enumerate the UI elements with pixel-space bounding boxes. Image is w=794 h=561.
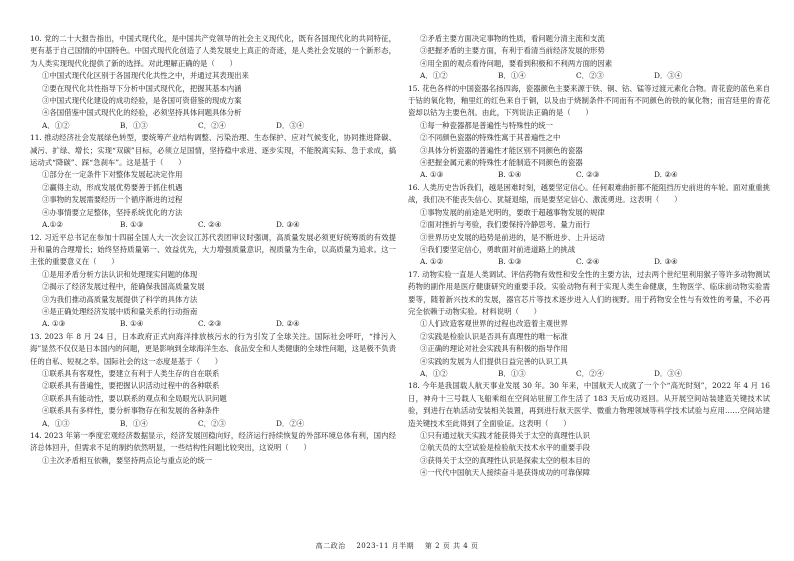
- question-stem: 15. 花色各样的中国瓷器名扬四海，瓷器颜色主要来源于铁、铜、钴、锰等过渡元素化合物。青花瓷的蓝色来自于钴的氧化物，釉里红的红色来自于铜，以及由于烧制条件不同而有不同颜色的铁的氧化物；而宫廷里的青花瓷却以钴为主要色剂。由此，下列说法正确的是（ ）: [408, 83, 770, 118]
- statement-option: ③获得关于太空的真理性认识是探索太空的根本目的: [420, 455, 590, 465]
- answer-choice[interactable]: A. ①③: [420, 170, 444, 180]
- question-stem: 18. 今年是我国载人航天事业发展 30 年。30 年来，中国航天人成就了一个个“高光时刻”，2022 年 4 月 16 日，神舟十三号载人飞船乘组在空间站驻留工作生活了 183 天后成功返回。从开展空间站装建造关键技术试验，到进行在轨活动安装相关装置，再到进行航天医学、微重力物理领域等科学技术试验与应用……空间站建造关键技术至此得到了全面验证。这表明（ ）: [408, 381, 770, 428]
- answer-choices: [408, 70, 770, 82]
- statement-option: ④用全面的观点看待问题，要看到积极和不利两方面的因素: [420, 58, 613, 68]
- statement-option: ②揭示了经济发展过程中，能确保我国高质量发展: [42, 282, 205, 292]
- statement-option: ②赢得主动，形成发展优势要善于抓住机遇: [42, 182, 183, 192]
- answer-choices: [408, 368, 770, 380]
- statement-option: ③把握矛盾的主要方面，有利于看清当前经济发展的形势: [420, 46, 605, 56]
- statement-option: ②联系具有普遍性，要把握认识活动过程中的各种联系: [42, 381, 220, 391]
- statement-option: ②实践是检验认识是否具有真理性的唯一标准: [420, 331, 568, 341]
- answer-choice[interactable]: D. ③④: [276, 220, 300, 230]
- answer-choices: [30, 120, 396, 132]
- answer-choice[interactable]: B. ①④: [498, 170, 522, 180]
- answer-choices: [30, 418, 396, 430]
- question-stem: 13. 2023 年 8 月 24 日，日本政府正式向海洋排放核污水的行为引发了全球关注。国际社会呼吁，“排污入海”显然不仅仅是日本国内的问题，更是影响到全球海洋生态、食品安全和人类健康的全球性问题，这是极不负责任的自私、短视之举。国际社会的这一态度是基于（ ）: [30, 331, 396, 366]
- statement-option: ④一代代中国航天人接续奋斗是获得成功的可靠保障: [420, 468, 590, 478]
- answer-choice[interactable]: C．②④: [576, 368, 604, 378]
- statement-option: ①每一种瓷器都是普遍性与特殊性的统一: [420, 120, 554, 130]
- answer-choice[interactable]: C. ②③: [576, 170, 600, 180]
- statement-option: ②矛盾主要方面决定事物的性质，看问题分清主流和支流: [420, 34, 605, 43]
- question-stem: 12. 习近平总书记在参加十四届全国人大一次会议江苏代表团审议时强调，高质量发展必须更好统筹质的有效提升和量的合理增长；始终坚持质量第一、效益优先，大力增强质量意识，视质量为生命，以高质量为追求。这一主张的重要意义在（ ）: [30, 232, 396, 267]
- statement-option: ①人们改造客观世界的过程也改造着主观世界: [420, 319, 568, 329]
- answer-choice[interactable]: A．①③: [42, 418, 70, 428]
- question: [30, 331, 396, 430]
- statement-option: ②航天员的太空试验是检验航天技术水平的重要手段: [420, 443, 590, 453]
- answer-choice[interactable]: A. ①③: [42, 319, 66, 329]
- statement-option: ③为我们推动高质量发展提供了科学的具体方法: [42, 294, 198, 304]
- question-stem: 16. 人类历史告诉我们，越是困难时刻，越要坚定信心。任何艰难曲折都不能阻挡历史前进的车轮。面对重重挑战，我们决不能丧失信心、犹疑退缩，而是要坚定信心、激流勇进。这表明（ ）: [408, 182, 770, 205]
- statement-option: ④办事情要立足整体，坚持系统优化的方法: [42, 207, 183, 217]
- left-column: [30, 33, 396, 467]
- answer-choice[interactable]: B．①④: [498, 71, 526, 81]
- answer-choice[interactable]: C．②④: [198, 120, 226, 130]
- statement-option: ③中国式现代化建设的成功经验，是各国可资借鉴的现成方案: [42, 96, 242, 106]
- question: [30, 430, 396, 467]
- statement-option: ④是正确处理经济发展中质和量关系的行动指南: [42, 306, 198, 316]
- answer-choice[interactable]: A.①②: [42, 220, 63, 230]
- question-stem: 10. 党的二十大报告指出，中国式现代化，是中国共产党领导的社会主义现代化，既有各国现代化的共同特征，更有基于自己国情的中国特色。中国式现代化创造了人类发展史上真正的奇迹，是人类社会发展的一个新形态，为人类实现现代化提供了新的选择。对此理解正确的是（ ）: [30, 34, 396, 68]
- statement-option: ③正确的理论对社会实践具有积极的指导作用: [420, 344, 568, 354]
- question: [408, 182, 770, 269]
- answer-choice[interactable]: D．③④: [654, 368, 683, 378]
- answer-choice[interactable]: C．②③: [576, 71, 604, 81]
- answer-choice[interactable]: D. ②④: [654, 170, 678, 180]
- question: [30, 33, 396, 132]
- answer-choice[interactable]: D. ③④: [654, 257, 678, 267]
- answer-choice[interactable]: B. ①③: [498, 257, 522, 267]
- answer-choice[interactable]: A．①②: [420, 71, 448, 81]
- answer-choice[interactable]: D．③④: [654, 71, 683, 81]
- answer-choice[interactable]: A．①②: [42, 120, 70, 130]
- answer-choice[interactable]: D．③④: [276, 120, 305, 130]
- footer-subject: 高二政治: [315, 542, 346, 550]
- statement-option: ④各国借鉴中国式现代化的经验，必须坚持具体问题具体分析: [42, 108, 242, 118]
- question: [30, 232, 396, 331]
- statement-option: ①部分在一定条件下对整体发展起决定作用: [42, 170, 183, 180]
- answer-choice[interactable]: C. ②③: [198, 319, 222, 329]
- question: [408, 33, 770, 83]
- statement-option: ①主次矛盾相互依赖，要坚持两点论与重点论的统一: [42, 455, 212, 465]
- footer-term: 2023-11 月半期: [356, 542, 415, 550]
- statement-option: ④我们要坚定信心，勇敢面对前进道路上的挑战: [420, 244, 576, 254]
- statement-option: ①中国式现代化区别于各国现代化共性之中，并通过其表现出来: [42, 71, 249, 81]
- question-stem: 14. 2023 年第一季度宏观经济数据显示，经济发展回稳向好，经济运行持续恢复的外部环境总体有利，国内经济总体回升，但需求不足的制约依然明显，一些结构性问题比较突出，这说明（ ）: [30, 431, 396, 453]
- answer-choice[interactable]: D．②④: [276, 418, 305, 428]
- question: [408, 83, 770, 182]
- answer-choice[interactable]: B．①④: [120, 418, 148, 428]
- statement-option: ③联系具有能动性，要以联系的观点和全局眼光认识问题: [42, 393, 227, 403]
- statement-option: ④联系具有多样性，要分析事物存在和发展的各种条件: [42, 406, 220, 416]
- statement-option: ②面对挫折与考验，我们要保持冷静思考、量力而行: [420, 220, 590, 230]
- question: [408, 380, 770, 479]
- answer-choices: [30, 318, 396, 330]
- question: [408, 269, 770, 381]
- answer-choice[interactable]: B．①③: [120, 120, 148, 130]
- footer-page-number: 第 2 页 共 4 页: [424, 542, 479, 550]
- answer-choice[interactable]: D. ②④: [276, 319, 300, 329]
- question-stem: 17. 动物实验一直是人类调试、评估药物有效性和安全性的主要方法，过去两个世纪里利用猴子等许多动物测试药物的副作用是医疗健康研究的重要手段。实验动物有利于实现人类生命健康，生物医学、临床前动物实验需要等，随着新兴技术的发展，器官芯片等技术逐步进入人们的视野。用于药物安全性与有效性的考量，不必再完全依赖于动物实验。材料说明（ ）: [408, 269, 770, 316]
- statement-option: ③具体分析瓷器的普遍性才能区别不同颜色的瓷器: [420, 145, 583, 155]
- answer-choice[interactable]: B．①③: [498, 368, 526, 378]
- answer-choices: [30, 219, 396, 231]
- page-footer: [0, 541, 794, 551]
- answer-choice[interactable]: C．②③: [198, 418, 226, 428]
- answer-choice[interactable]: C. ②④: [198, 220, 222, 230]
- statement-option: ③事物的发展需要经历一个循序渐进的过程: [42, 195, 183, 205]
- statement-option: ②不同颜色瓷器的特殊性寓于其普遍性之中: [420, 133, 561, 143]
- answer-choice[interactable]: B. ①③: [120, 220, 144, 230]
- statement-option: ②要在现代化共性指导下分析中国式现代化，把握其基本内涵: [42, 83, 242, 93]
- statement-option: ①只有通过航天实践才能获得关于太空的真理性认识: [420, 431, 590, 440]
- statement-option: ①是用矛盾分析方法认识和处理现实问题的体现: [42, 269, 198, 279]
- statement-option: ①事物发展的前途是光明的，要敢于超越事物发展的规律: [420, 207, 605, 217]
- statement-option: ③世界历史发展的趋势是前进的，是不断进步、上升运动: [420, 232, 605, 242]
- answer-choices: [408, 169, 770, 181]
- statement-option: ①联系具有客观性，要建立有利于人类生存的自在联系: [42, 368, 220, 378]
- question: [30, 132, 396, 231]
- statement-option: ④把握金属元素的特殊性才能制造不同颜色的瓷器: [420, 158, 583, 168]
- answer-choice[interactable]: A. ①②: [420, 257, 444, 267]
- answer-choice[interactable]: A．①②: [420, 368, 448, 378]
- question-stem: 11. 推动经济社会发展绿色转型，要统筹产业结构调整、污染治理、生态保护、应对气候变化，协同推进降碳、减污、扩绿、增长；实现“双碳”目标，必须立足国情，坚持稳中求进、逐步实现，不能脱离实际、急于求成，搞运动式“降碳”、踩“急刹车”。这是基于（ ）: [30, 133, 396, 168]
- right-column: [408, 33, 770, 480]
- answer-choice[interactable]: C. ②④: [576, 257, 600, 267]
- answer-choices: [408, 256, 770, 268]
- answer-choice[interactable]: B. ①④: [120, 319, 144, 329]
- statement-option: ④实践的发展为人们提供日益完善的认识工具: [420, 356, 568, 366]
